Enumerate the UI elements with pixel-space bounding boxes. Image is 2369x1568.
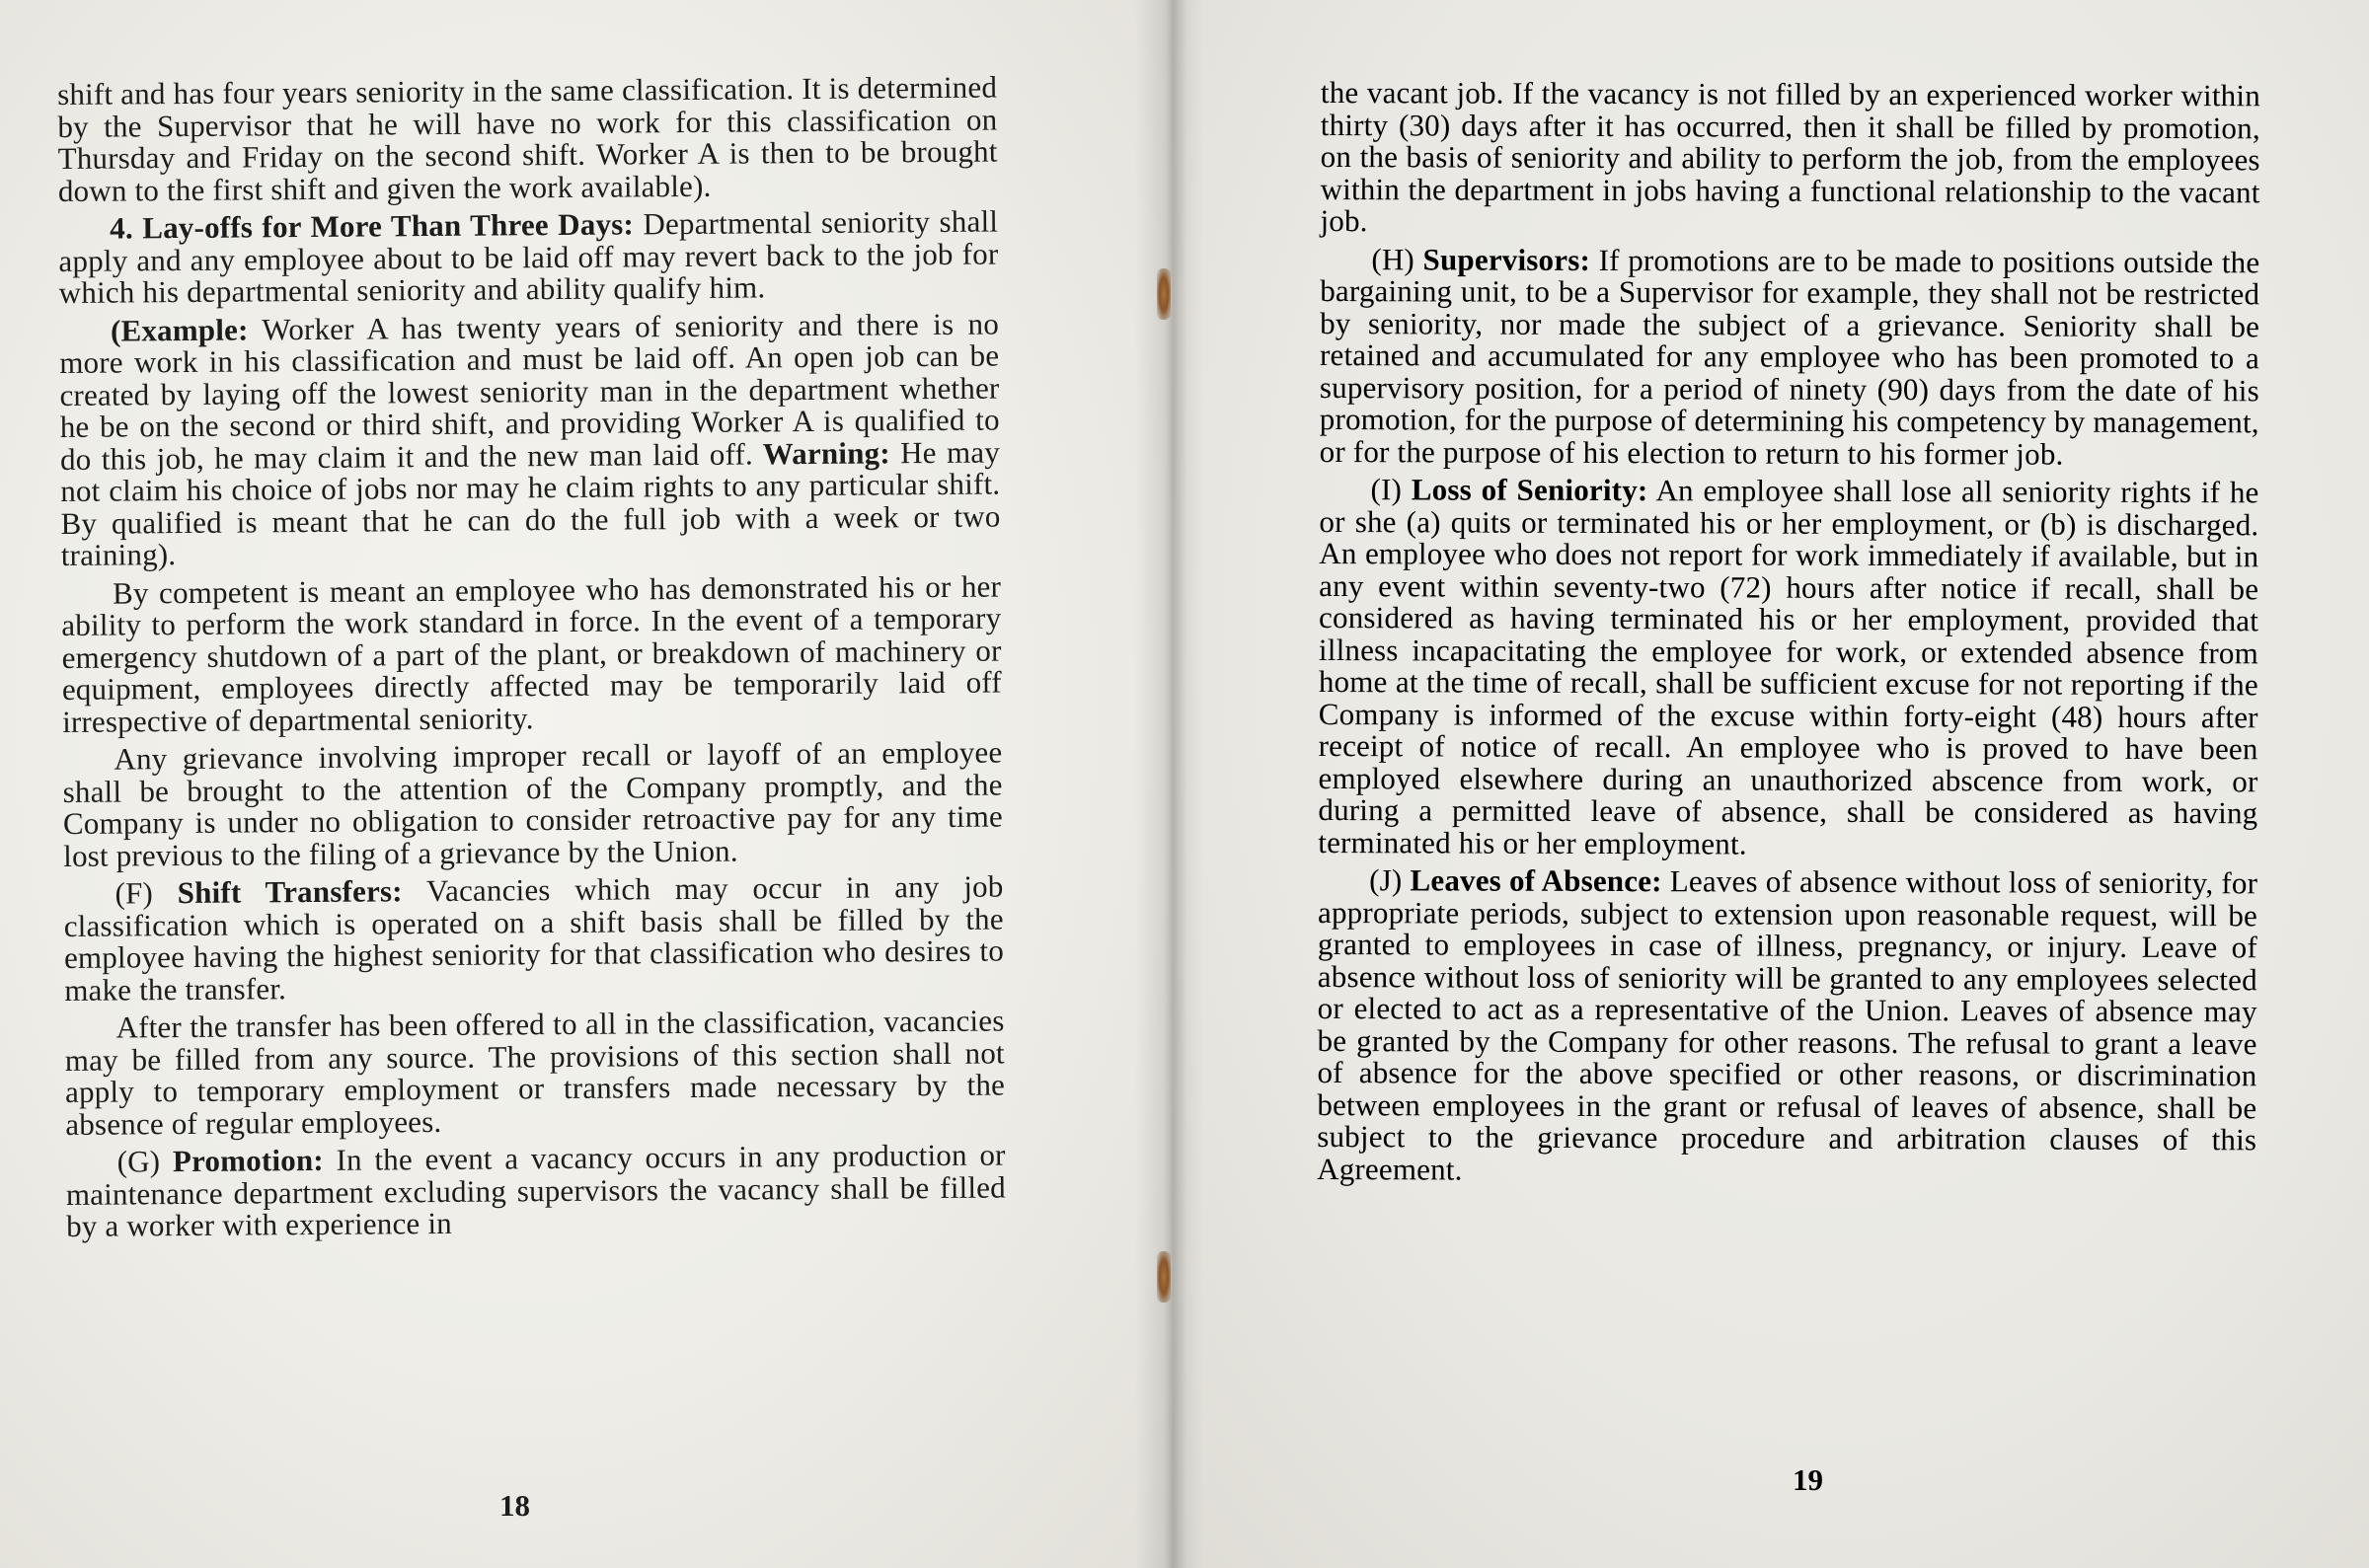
staple-bottom <box>1157 1251 1171 1303</box>
section-letter: (F) <box>115 875 178 911</box>
paragraph-text: the vacant job. If the vacancy is not filled by an experienced worker within thirty (30) days after it has occurred, then it shall be filled by promotion, on the basis of seniority and ability to perform the job, from the employees within the department in jobs having a functional relationship to the vacant job. <box>1320 75 2261 239</box>
paragraph-shift-example-end <box>56 69 998 208</box>
paragraph-text: After the transfer has been offered to all in the classification, vacancies may be filled from any source. The provisions of this section shall not apply to temporary employment or transfers made necessary by the absence of regular employees. <box>64 1003 1006 1142</box>
left-page-text <box>56 69 1006 1249</box>
paragraph-text: He may not claim his choice of jobs nor may he claim rights to any particular shift. By qualified is meant that he can do the full job with a week or two training). <box>60 434 1001 572</box>
section-heading-loss-of-seniority: Loss of Seniority: <box>1411 472 1648 508</box>
paragraph-competent <box>61 570 1002 738</box>
paragraph-text: If promotions are to be made to positions outside the bargaining unit, to be a Supervisor for example, they shall not be restricted by seniority, nor made the subject of a grievance. Seniority shall be retained and accumulated for any employee who has been promoted to a supervisory position, for a period of ninety (90) days from the date of his promotion, for the purpose of determining his competency by management, or for the purpose of his election to return to his former job. <box>1319 242 2260 472</box>
paragraph-text: shift and has four years seniority in the same classification. It is determined by the Supervisor that he will have no work for this classification on Thursday and Friday on the second shift. Worker A is then to be brought down to the first shift and given the work available). <box>56 69 998 208</box>
paragraph-after-transfer <box>64 1005 1005 1140</box>
right-page-text <box>1317 77 2260 1194</box>
section-letter: (J) <box>1369 862 1411 898</box>
section-heading-promotion: Promotion: <box>172 1142 325 1179</box>
paragraph-promotion <box>65 1139 1006 1242</box>
paragraph-vacant-job <box>1320 77 2260 241</box>
left-page <box>0 0 1165 1568</box>
paragraph-text: Vacancies which may occur in any job classification which is operated on a shift basis shall be filled by the employee having the highest seniority for that classification who desires to make the transfer. <box>63 868 1005 1008</box>
warning-heading: Warning: <box>752 434 890 471</box>
section-letter: (G) <box>116 1144 174 1179</box>
paragraph-text: Leaves of absence without loss of seniority, for appropriate periods, subject to extension upon reasonable request, will be granted to employees in case of illness, pregnancy, or injury. Leave of absence without loss of seniority will be granted to any employees selected or elected to act as a representative of the Union. Leaves of absence may be granted by the Company for other reasons. The refusal to grant a leave of absence for the above specified or other reasons, or discrimination between employees in the grant or refusal of leaves of absence, shall be subject to the grievance procedure and arbitration clauses of this Agreement. <box>1317 863 2258 1187</box>
paragraph-text: Worker A has twenty years of seniority and there is no more work in his classification and must be laid off. An open job can be created by laying off the lowest seniority man in the department whether he be on the second or third shift, and providing Worker A is qualified to do this job, he may claim it and the new man laid off. <box>59 306 1000 477</box>
page-number-left: 18 <box>499 1488 530 1523</box>
section-heading-layoffs: 4. Lay-offs for More Than Three Days: <box>110 206 635 246</box>
page-number-right: 19 <box>1793 1462 1823 1497</box>
paragraph-leaves-of-absence <box>1317 864 2257 1188</box>
example-heading: (Example: <box>110 311 249 348</box>
paragraph-loss-of-seniority <box>1318 474 2258 861</box>
paragraph-layoffs <box>58 203 999 310</box>
section-heading-shift-transfers: Shift Transfers: <box>177 873 403 911</box>
paragraph-supervisors <box>1320 243 2260 471</box>
section-heading-supervisors: Supervisors: <box>1422 241 1591 277</box>
staple-top <box>1157 268 1171 320</box>
paragraph-text: Departmental seniority shall apply and any employee about to be laid off may revert back to the job for which his departmental seniority and ability qualify him. <box>58 203 999 310</box>
paragraph-grievance <box>62 734 1004 873</box>
section-heading-leaves-of-absence: Leaves of Absence: <box>1410 862 1662 899</box>
paragraph-text: An employee shall lose all seniority rights if he or she (a) quits or terminated his or her employment, or (b) is discharged. An employee who does not report for work immediately if available, but in any event within seventy-two (72) hours after notice if recall, shall be considered as having terminated his or her employment, provided that illness incapacitating the employee for work, or extended absence from home at the time of recall, shall be sufficient excuse for not reporting if the Company is informed of the excuse within forty-eight (48) hours after receipt of notice of recall. An employee who is proved to have been employed elsewhere during an unauthorized abscence from work, or during a permitted leave of absence, shall be considered as having terminated his or her employment. <box>1318 473 2259 861</box>
section-letter: (H) <box>1371 241 1423 276</box>
paragraph-text: By competent is meant an employee who has demonstrated his or her ability to perform the work standard in force. In the event of a temporary emergency shutdown of a part of the plant, or breakdown of machinery or equipment, employees directly affected may be temporarily laid off irrespective of departmental seniority. <box>61 568 1002 739</box>
paragraph-text: Any grievance involving improper recall or layoff of an employee shall be brought to the attention of the Company promptly, and the Company is under no obligation to consider retroactive pay for any time lost previous to the filing of a grievance by the Union. <box>62 734 1004 873</box>
paragraph-text: In the event a vacancy occurs in any production or maintenance department excluding supervisors the vacancy shall be filled by a worker with experience in <box>65 1137 1006 1243</box>
book-gutter-shadow <box>1135 0 1204 1568</box>
section-letter: (I) <box>1370 472 1412 507</box>
paragraph-example <box>59 308 1001 571</box>
paragraph-shift-transfers <box>63 870 1004 1006</box>
